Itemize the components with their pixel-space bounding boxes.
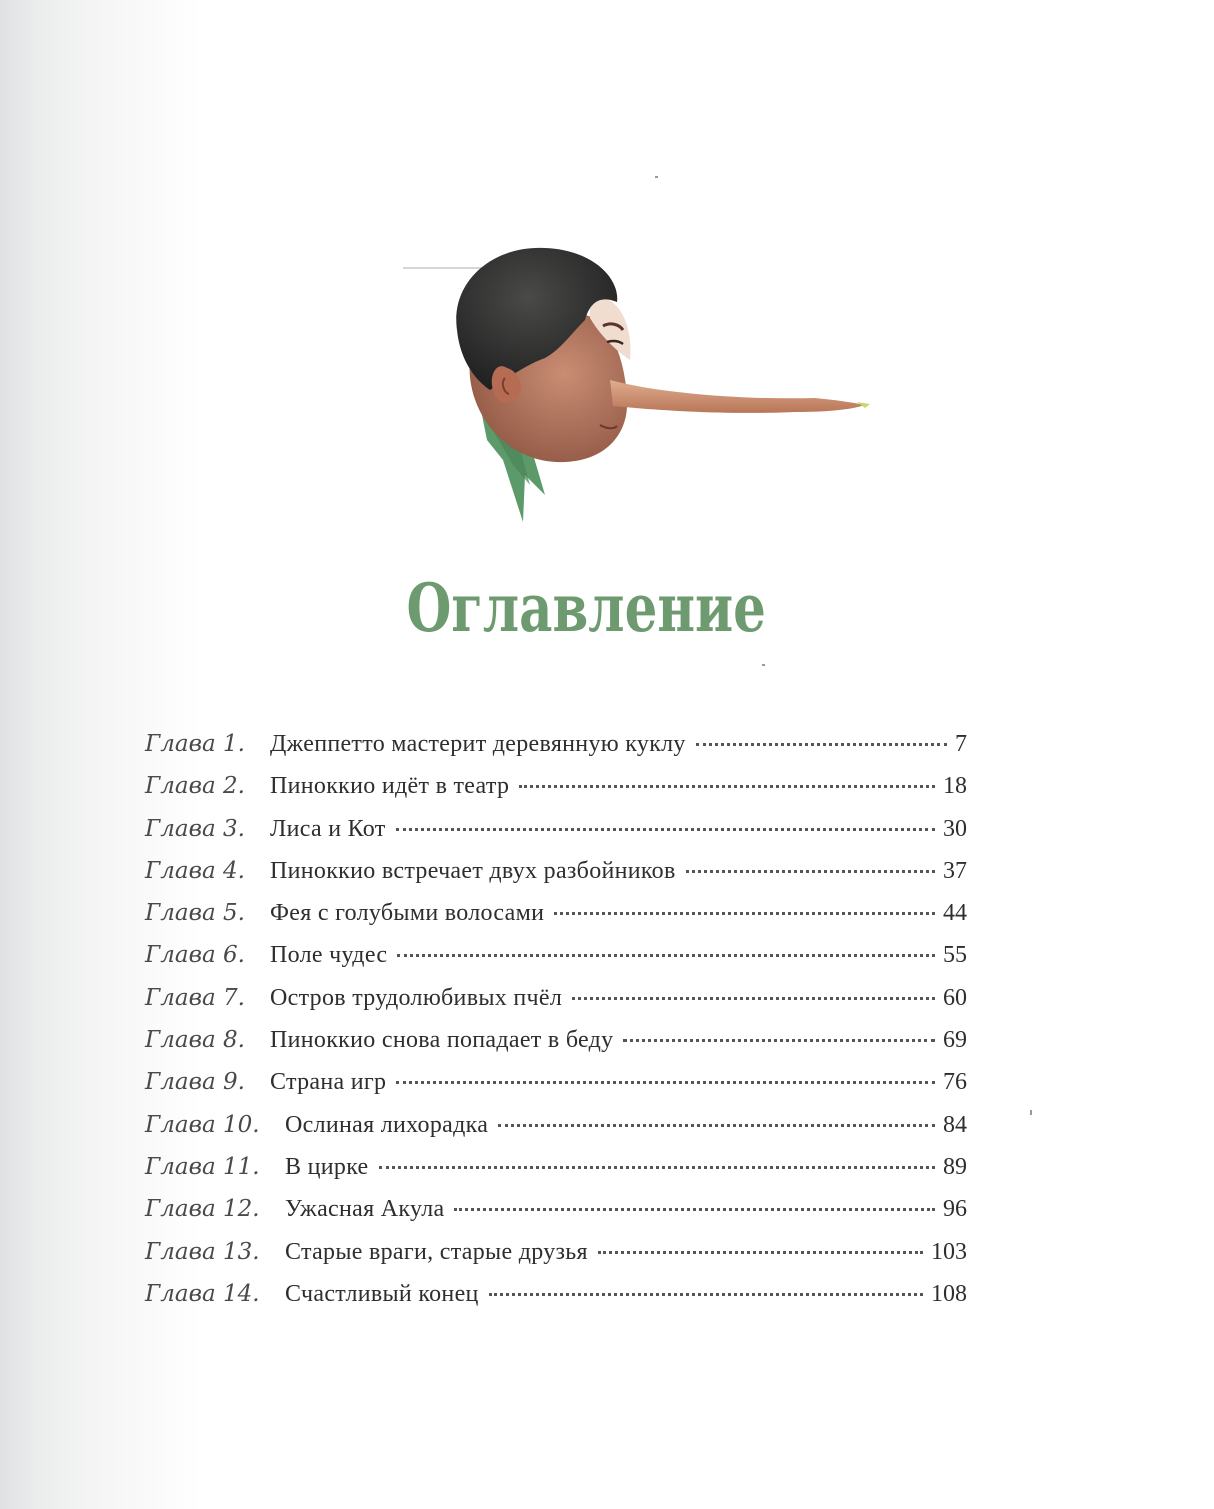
page-number: 7 — [955, 731, 967, 757]
page-number: 76 — [943, 1069, 967, 1096]
dot-leader — [498, 1124, 935, 1127]
chapter-title: Остров трудолюбивых пчёл — [270, 984, 563, 1011]
chapter-label: Глава 11. — [145, 1153, 260, 1180]
page-number: 108 — [931, 1280, 967, 1307]
pinocchio-illustration — [395, 240, 875, 530]
chapter-label: Глава 3. — [145, 815, 245, 842]
dot-leader — [454, 1208, 935, 1211]
chapter-label: Глава 4. — [145, 857, 245, 884]
dot-leader — [686, 870, 935, 873]
toc-entry[interactable] — [145, 942, 967, 984]
dot-leader — [572, 997, 935, 1000]
chapter-label: Глава 1. — [145, 731, 245, 757]
chapter-title: Пиноккио снова попадает в беду — [270, 1027, 614, 1054]
dot-leader — [696, 743, 947, 746]
toc-entry[interactable] — [145, 1281, 967, 1323]
chapter-title: Джеппетто мастерит деревянную куклу — [270, 731, 686, 757]
chapter-title: Страна игр — [270, 1069, 387, 1096]
chapter-title: Лиса и Кот — [270, 815, 386, 842]
chapter-title: Ослиная лихорадка — [285, 1111, 489, 1138]
page-number: 18 — [943, 773, 967, 800]
toc-entry[interactable] — [145, 1112, 967, 1154]
page-number: 89 — [943, 1153, 967, 1180]
toc-entry[interactable] — [145, 1027, 967, 1069]
toc-entry[interactable] — [145, 1154, 967, 1196]
dot-leader — [379, 1166, 935, 1169]
toc-entry[interactable] — [145, 1239, 967, 1281]
chapter-title: Старые враги, старые друзья — [285, 1238, 588, 1265]
page-number: 96 — [943, 1196, 967, 1223]
chapter-title: Пиноккио идёт в театр — [270, 773, 510, 800]
chapter-label: Глава 5. — [145, 900, 245, 927]
page-number: 37 — [943, 857, 967, 884]
chapter-title: Фея с голубыми волосами — [270, 900, 545, 927]
toc-entry[interactable] — [145, 985, 967, 1027]
dot-leader — [554, 912, 935, 915]
toc-entry[interactable] — [145, 773, 967, 815]
table-of-contents — [145, 731, 967, 1323]
dot-leader — [396, 1081, 935, 1084]
page-number: 60 — [943, 984, 967, 1011]
page-number: 44 — [943, 900, 967, 927]
chapter-title: Счастливый конец — [285, 1280, 479, 1307]
print-speck — [762, 664, 765, 666]
chapter-label: Глава 13. — [145, 1238, 260, 1265]
chapter-label: Глава 10. — [145, 1111, 260, 1138]
dot-leader — [519, 785, 935, 788]
page-number: 69 — [943, 1027, 967, 1054]
chapter-label: Глава 2. — [145, 773, 245, 800]
toc-entry[interactable] — [145, 816, 967, 858]
dot-leader — [396, 828, 935, 831]
page-number: 103 — [931, 1238, 967, 1265]
chapter-label: Глава 7. — [145, 984, 245, 1011]
chapter-title: Поле чудес — [270, 942, 388, 969]
print-speck — [1030, 1110, 1032, 1115]
chapter-label: Глава 8. — [145, 1027, 245, 1054]
chapter-title: В цирке — [285, 1153, 369, 1180]
chapter-label: Глава 6. — [145, 942, 245, 969]
page-number: 84 — [943, 1111, 967, 1138]
chapter-label: Глава 14. — [145, 1280, 260, 1307]
dot-leader — [623, 1039, 935, 1042]
print-speck — [655, 176, 658, 178]
page-number: 30 — [943, 815, 967, 842]
page-number: 55 — [943, 942, 967, 969]
chapter-label: Глава 12. — [145, 1196, 260, 1223]
chapter-title: Ужасная Акула — [285, 1196, 445, 1223]
page-title: Оглавление — [406, 569, 766, 647]
dot-leader — [598, 1251, 923, 1254]
chapter-title: Пиноккио встречает двух разбойников — [270, 857, 676, 884]
toc-entry[interactable] — [145, 731, 967, 773]
toc-entry[interactable] — [145, 900, 967, 942]
toc-entry[interactable] — [145, 858, 967, 900]
toc-entry[interactable] — [145, 1196, 967, 1238]
dot-leader — [397, 954, 935, 957]
toc-entry[interactable] — [145, 1069, 967, 1111]
chapter-label: Глава 9. — [145, 1069, 245, 1096]
dot-leader — [489, 1293, 923, 1296]
